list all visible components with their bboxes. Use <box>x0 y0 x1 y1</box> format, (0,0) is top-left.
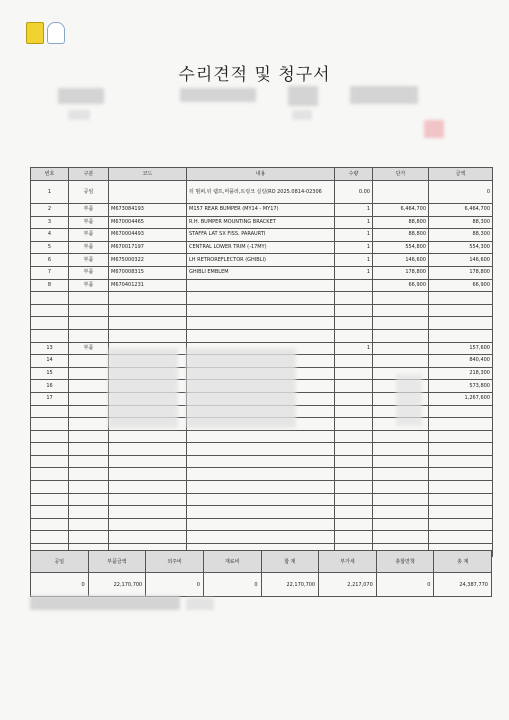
redacted-dealer-info <box>350 86 418 104</box>
row-quantity <box>335 430 373 443</box>
part-code: M670004493 <box>109 229 187 242</box>
row-type <box>69 443 109 456</box>
row-quantity <box>335 292 373 305</box>
row-description <box>187 493 335 506</box>
row-quantity: 1 <box>335 266 373 279</box>
row-number <box>31 518 69 531</box>
row-description <box>187 468 335 481</box>
row-amount: 157,600 <box>429 342 493 355</box>
row-quantity: 1 <box>335 229 373 242</box>
row-number: 6 <box>31 254 69 267</box>
table-row <box>31 216 493 229</box>
part-code <box>109 292 187 305</box>
row-description: R.H. BUMPER MOUNTING BRACKET <box>187 216 335 229</box>
row-amount: 6,464,700 <box>429 204 493 217</box>
row-quantity <box>335 455 373 468</box>
part-code <box>109 443 187 456</box>
row-amount <box>429 481 493 494</box>
row-quantity <box>335 405 373 418</box>
unit-price: 146,600 <box>373 254 429 267</box>
row-quantity <box>335 392 373 405</box>
table-row <box>31 241 493 254</box>
row-type: 부품 <box>69 342 109 355</box>
row-type <box>69 418 109 431</box>
row-type <box>69 380 109 393</box>
summary-values-row <box>31 573 492 597</box>
unit-price: 66,900 <box>373 279 429 292</box>
part-code <box>109 455 187 468</box>
row-type <box>69 481 109 494</box>
summary-value: 22,170,700 <box>261 573 319 597</box>
part-code <box>109 181 187 204</box>
table-row <box>31 229 493 242</box>
unit-price <box>373 468 429 481</box>
row-quantity: 1 <box>335 241 373 254</box>
row-description <box>187 329 335 342</box>
row-quantity <box>335 418 373 431</box>
row-amount <box>429 493 493 506</box>
summary-header: 부품금액 <box>88 551 146 573</box>
row-number: 1 <box>31 181 69 204</box>
row-description <box>187 481 335 494</box>
row-description <box>187 292 335 305</box>
unit-price <box>373 455 429 468</box>
part-code <box>109 506 187 519</box>
row-amount <box>429 405 493 418</box>
row-description <box>187 317 335 330</box>
row-description <box>187 455 335 468</box>
summary-header: 총합면책 <box>376 551 434 573</box>
row-amount <box>429 317 493 330</box>
row-number: 2 <box>31 204 69 217</box>
row-amount <box>429 531 493 544</box>
table-row <box>31 304 493 317</box>
unit-price <box>373 181 429 204</box>
row-amount: 218,300 <box>429 367 493 380</box>
row-quantity <box>335 329 373 342</box>
unit-price <box>373 443 429 456</box>
row-description <box>187 304 335 317</box>
unit-price: 6,464,700 <box>373 204 429 217</box>
row-number <box>31 443 69 456</box>
redacted-footer-info <box>30 596 180 610</box>
row-number <box>31 292 69 305</box>
part-code: M670017197 <box>109 241 187 254</box>
row-quantity <box>335 443 373 456</box>
column-header: 번호 <box>31 168 69 181</box>
row-amount <box>429 430 493 443</box>
part-code: M670004465 <box>109 216 187 229</box>
table-row <box>31 329 493 342</box>
unit-price <box>373 304 429 317</box>
row-type <box>69 455 109 468</box>
part-code <box>109 430 187 443</box>
row-amount: 554,300 <box>429 241 493 254</box>
table-row <box>31 506 493 519</box>
summary-header: 공임 <box>31 551 89 573</box>
column-header: 내용 <box>187 168 335 181</box>
dealer-stamp <box>424 120 444 138</box>
unit-price: 178,800 <box>373 266 429 279</box>
summary-value: 0 <box>203 573 261 597</box>
row-number: 7 <box>31 266 69 279</box>
redacted-vehicle-info <box>288 86 318 106</box>
row-quantity <box>335 317 373 330</box>
row-type: 부품 <box>69 216 109 229</box>
unit-price: 554,800 <box>373 241 429 254</box>
row-quantity <box>335 518 373 531</box>
row-amount <box>429 468 493 481</box>
part-code <box>109 518 187 531</box>
row-number <box>31 506 69 519</box>
unit-price <box>373 317 429 330</box>
table-header-row <box>31 168 493 181</box>
row-type <box>69 304 109 317</box>
row-description: GHIBLI EMBLEM <box>187 266 335 279</box>
part-code <box>109 481 187 494</box>
unit-price <box>373 531 429 544</box>
row-quantity <box>335 367 373 380</box>
brand-logos <box>26 22 65 44</box>
part-code: M675000322 <box>109 254 187 267</box>
row-amount: 840,400 <box>429 355 493 368</box>
redacted-footer-info <box>186 598 214 610</box>
row-type <box>69 430 109 443</box>
part-code: M673084193 <box>109 204 187 217</box>
row-description: LH RETROREFLECTOR (GHIBLI) <box>187 254 335 267</box>
row-type <box>69 292 109 305</box>
summary-value: 2,217,070 <box>319 573 377 597</box>
row-number <box>31 481 69 494</box>
part-code <box>109 304 187 317</box>
summary-value: 22,170,700 <box>88 573 146 597</box>
row-number: 16 <box>31 380 69 393</box>
table-row <box>31 468 493 481</box>
redacted-row-content <box>186 348 296 428</box>
row-quantity <box>335 481 373 494</box>
summary-value: 0 <box>31 573 89 597</box>
row-quantity <box>335 355 373 368</box>
redacted-vehicle-info <box>292 110 312 120</box>
unit-price: 88,800 <box>373 229 429 242</box>
row-type: 부품 <box>69 204 109 217</box>
row-type <box>69 493 109 506</box>
row-description: STAFFA LAT SX FISS. PARAURTI <box>187 229 335 242</box>
row-number <box>31 329 69 342</box>
column-header: 금액 <box>429 168 493 181</box>
row-amount: 88,300 <box>429 216 493 229</box>
table-row <box>31 181 493 204</box>
row-number <box>31 531 69 544</box>
unit-price <box>373 518 429 531</box>
row-number: 3 <box>31 216 69 229</box>
row-type <box>69 355 109 368</box>
row-amount <box>429 443 493 456</box>
column-header: 코드 <box>109 168 187 181</box>
maserati-logo-icon <box>47 22 65 44</box>
unit-price <box>373 481 429 494</box>
table-row <box>31 531 493 544</box>
row-amount: 0 <box>429 181 493 204</box>
unit-price <box>373 355 429 368</box>
part-code: M670401231 <box>109 279 187 292</box>
unit-price <box>373 430 429 443</box>
table-row <box>31 266 493 279</box>
row-quantity: 1 <box>335 342 373 355</box>
summary-table <box>30 550 492 597</box>
redacted-customer-info <box>58 88 104 104</box>
summary-value: 24,387,770 <box>434 573 492 597</box>
row-type <box>69 317 109 330</box>
row-type <box>69 468 109 481</box>
row-amount: 88,300 <box>429 229 493 242</box>
document-title: 수리견적 및 청구서 <box>178 65 331 85</box>
row-number <box>31 418 69 431</box>
table-row <box>31 430 493 443</box>
row-number <box>31 468 69 481</box>
column-header: 구분 <box>69 168 109 181</box>
row-type: 부품 <box>69 229 109 242</box>
row-description <box>187 443 335 456</box>
row-amount <box>429 506 493 519</box>
row-amount <box>429 304 493 317</box>
row-number: 13 <box>31 342 69 355</box>
row-type <box>69 329 109 342</box>
unit-price <box>373 292 429 305</box>
table-row <box>31 204 493 217</box>
row-number: 5 <box>31 241 69 254</box>
row-type <box>69 405 109 418</box>
table-row <box>31 254 493 267</box>
summary-header: 부가세 <box>319 551 377 573</box>
row-type <box>69 367 109 380</box>
row-number: 8 <box>31 279 69 292</box>
redacted-row-content <box>108 348 178 428</box>
row-description: M157 REAR BUMPER (MY14 - MY17) <box>187 204 335 217</box>
redacted-customer-info <box>68 110 90 120</box>
row-amount <box>429 455 493 468</box>
row-quantity: 1 <box>335 204 373 217</box>
row-quantity <box>335 279 373 292</box>
row-amount: 146,600 <box>429 254 493 267</box>
row-description <box>187 279 335 292</box>
part-code <box>109 468 187 481</box>
table-row <box>31 455 493 468</box>
part-code: M670008315 <box>109 266 187 279</box>
table-row <box>31 481 493 494</box>
row-type: 공임 <box>69 181 109 204</box>
summary-value: 0 <box>376 573 434 597</box>
row-quantity <box>335 493 373 506</box>
row-quantity: 1 <box>335 216 373 229</box>
row-amount <box>429 292 493 305</box>
part-code <box>109 317 187 330</box>
column-header: 단가 <box>373 168 429 181</box>
part-code <box>109 329 187 342</box>
row-quantity <box>335 380 373 393</box>
row-quantity: 1 <box>335 254 373 267</box>
row-amount <box>429 329 493 342</box>
row-quantity <box>335 304 373 317</box>
summary-header: 재료비 <box>203 551 261 573</box>
table-row <box>31 292 493 305</box>
row-quantity <box>335 468 373 481</box>
unit-price <box>373 506 429 519</box>
row-number <box>31 304 69 317</box>
part-code <box>109 493 187 506</box>
row-type: 부품 <box>69 241 109 254</box>
row-description: CENTRAL LOWER TRIM (-17MY) <box>187 241 335 254</box>
row-type <box>69 392 109 405</box>
row-description: 뒤 범퍼,뒤 램프,머플러,트렁크 실링(RO 2025.0814-02306 <box>187 181 335 204</box>
row-number: 4 <box>31 229 69 242</box>
row-number <box>31 455 69 468</box>
row-quantity <box>335 506 373 519</box>
row-description <box>187 518 335 531</box>
row-number <box>31 317 69 330</box>
row-quantity <box>335 531 373 544</box>
summary-header-row <box>31 551 492 573</box>
redacted-row-content <box>396 374 422 426</box>
unit-price <box>373 342 429 355</box>
redacted-vehicle-info <box>180 88 256 102</box>
unit-price <box>373 493 429 506</box>
table-row <box>31 317 493 330</box>
unit-price <box>373 329 429 342</box>
row-amount <box>429 518 493 531</box>
row-amount <box>429 418 493 431</box>
row-type <box>69 506 109 519</box>
row-type: 부품 <box>69 266 109 279</box>
unit-price: 88,800 <box>373 216 429 229</box>
row-type <box>69 518 109 531</box>
row-type <box>69 531 109 544</box>
table-row <box>31 279 493 292</box>
row-amount: 573,800 <box>429 380 493 393</box>
ferrari-logo-icon <box>26 22 44 44</box>
row-number: 14 <box>31 355 69 368</box>
row-number: 17 <box>31 392 69 405</box>
row-description <box>187 506 335 519</box>
row-amount: 178,800 <box>429 266 493 279</box>
summary-value: 0 <box>146 573 204 597</box>
part-code <box>109 531 187 544</box>
row-number: 15 <box>31 367 69 380</box>
row-number <box>31 405 69 418</box>
summary-header: 합 계 <box>261 551 319 573</box>
row-description <box>187 430 335 443</box>
row-type: 부품 <box>69 254 109 267</box>
row-amount: 66,900 <box>429 279 493 292</box>
row-quantity: 0.00 <box>335 181 373 204</box>
column-header: 수량 <box>335 168 373 181</box>
row-type: 부품 <box>69 279 109 292</box>
row-number <box>31 493 69 506</box>
summary-header: 외주비 <box>146 551 204 573</box>
row-description <box>187 531 335 544</box>
summary-header: 총 계 <box>434 551 492 573</box>
table-row <box>31 493 493 506</box>
table-row <box>31 443 493 456</box>
row-number <box>31 430 69 443</box>
row-amount: 1,267,600 <box>429 392 493 405</box>
table-row <box>31 518 493 531</box>
